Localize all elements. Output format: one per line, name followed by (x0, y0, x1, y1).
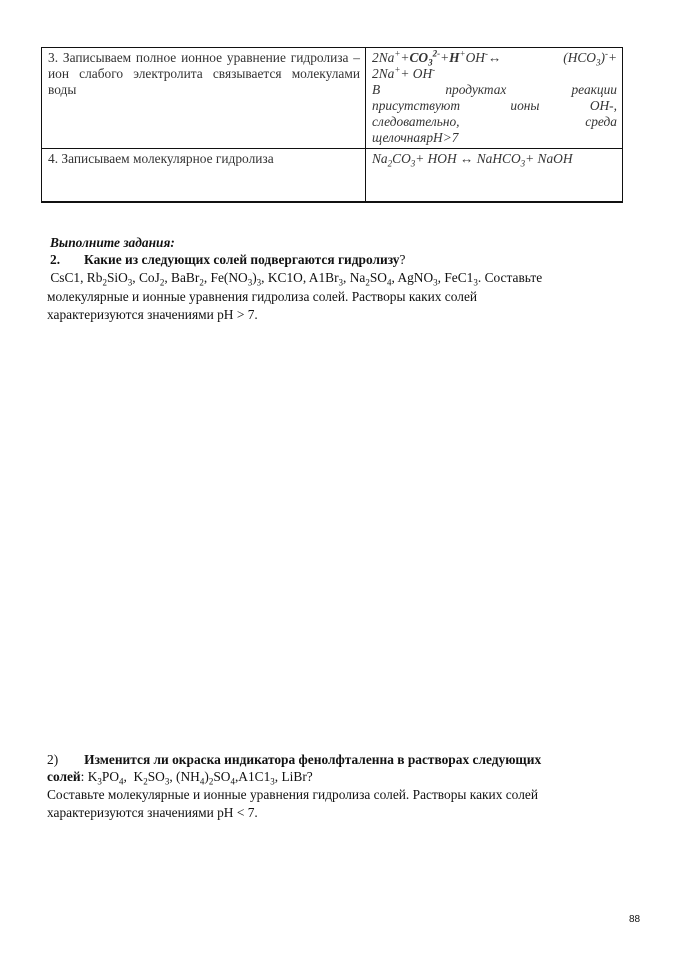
tasks-heading: Выполните задания: (50, 235, 175, 250)
task-2-body-line-2: молекулярные и ионные уравнения гидролиза солей. Растворы каких солей (47, 289, 478, 304)
ionic-equation-line-1: $2Na^++CO_3^{2-}+H^+OH^-\leftrightarrow$ $(HCO_3)^-+$ (372, 48, 617, 68)
task-2-question: 2. Какие из следующих солей подвергаются гидролизу? (50, 252, 406, 267)
task-3-body-line-1: Составьте молекулярные и ионные уравнения гидролиза солей. Растворы каких солей (47, 787, 538, 802)
page-number: 88 (629, 914, 641, 925)
conclusion-line-2: присутствуют ионы ОН-, (372, 98, 617, 113)
task-2-body-line-3: характеризуются значениями рН > 7. (47, 307, 258, 322)
task-2-salts-list: CsC1, $Rb_2SiO_3$, CoJ$_2$, BaBr$_2$, $Fe(NO_3)_3$, KC1O, $A1Br_3$, $Na_2SO_4$, AgNO$_3$, $FeC1_3$. Составьте (47, 270, 543, 288)
step-3-description: 3. Записываем полное ионное уравнение гидролиза – ион слабого электролита связывается молекулами воды (42, 48, 366, 149)
step-3-equation (366, 48, 623, 149)
hydrolysis-steps-table (41, 47, 623, 203)
conclusion-line-3: следовательно, среда (372, 114, 617, 129)
task-3-body-line-2: характеризуются значениями рН < 7. (47, 805, 258, 820)
task-3-salts-list: солей: $K_3PO_4$, $K_2SO_3$, $(NH_4)_2SO_4,A1C1_3$, LiBr? (47, 769, 313, 787)
table-row (42, 149, 623, 203)
step-4-equation: $Na_2CO_3+$ HOH ↔ NaHCO$_3$+ NaOH (366, 149, 623, 203)
ionic-equation-line-2: 2Na++ OH- (372, 64, 436, 81)
task-3-question: 2) Изменится ли окраска индикатора фенолфталенна в растворах следующих (47, 752, 542, 767)
conclusion-line-1: В продуктах реакции (372, 82, 617, 97)
table-row (42, 48, 623, 149)
step-4-description: 4. Записываем молекулярное гидролиза (42, 149, 366, 203)
conclusion-line-4: щелочнаяpH>7 (372, 130, 459, 145)
